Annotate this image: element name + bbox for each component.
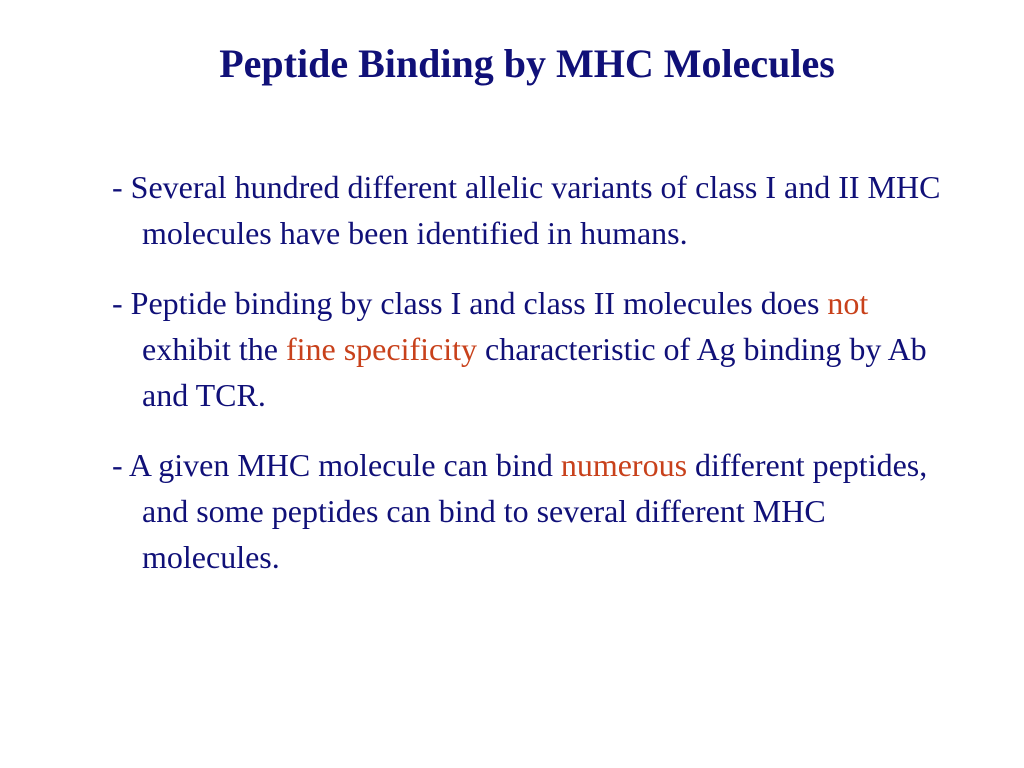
- bullet-text: characteristic of Ag binding by Ab and TCR.: [142, 331, 927, 413]
- bullet-text: - A given MHC molecule can bind: [112, 447, 561, 483]
- bullet-item-1: [112, 164, 942, 256]
- bullet-text: different peptides, and some peptides can bind to several different MHC molecules.: [142, 447, 928, 575]
- bullet-list: [112, 164, 942, 604]
- highlight-text-not: not: [827, 285, 869, 321]
- bullet-item-2: [112, 280, 942, 418]
- slide-title: Peptide Binding by MHC Molecules: [219, 41, 835, 86]
- bullet-text: exhibit the: [142, 331, 286, 367]
- highlight-text-fine-specificity: fine specificity: [285, 331, 477, 367]
- highlight-text-numerous: numerous: [560, 447, 688, 483]
- bullet-text: - Peptide binding by class I and class II molecules does: [112, 285, 828, 321]
- bullet-text: - Several hundred different allelic variants of class I and II MHC molecules have been identified in humans.: [112, 169, 941, 251]
- bullet-item-3: [112, 442, 942, 580]
